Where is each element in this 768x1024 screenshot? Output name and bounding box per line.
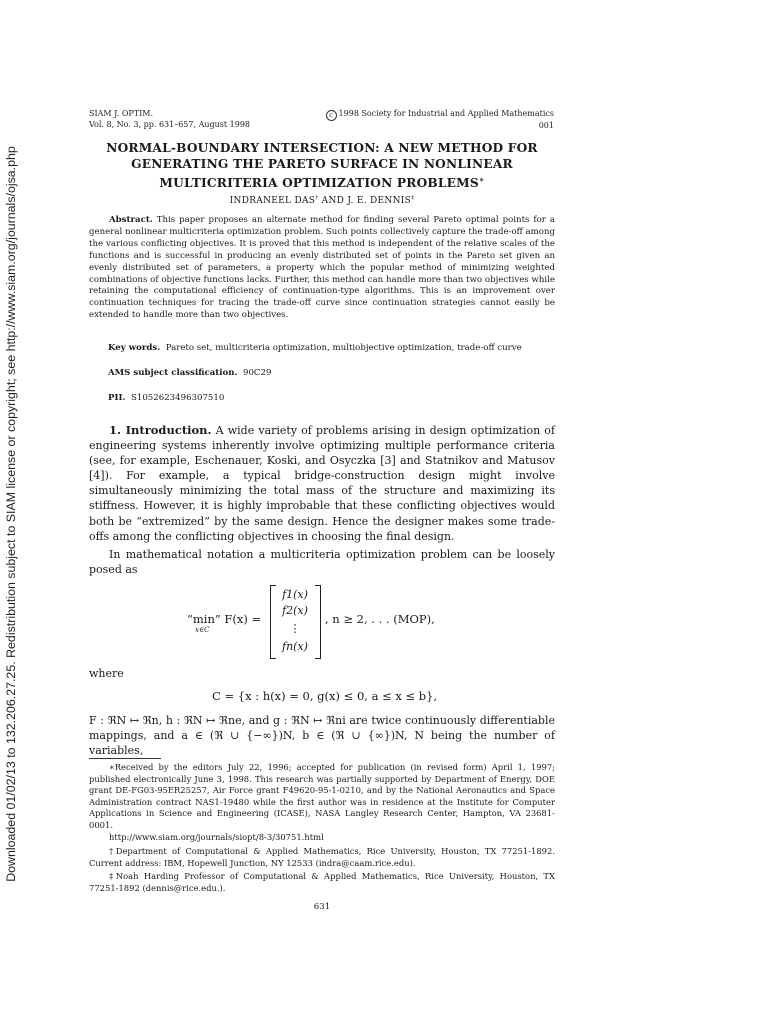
copyright-icon: c xyxy=(326,110,337,121)
constraint-equation: C = {x : h(x) = 0, g(x) ≤ 0, a ≤ x ≤ b}, xyxy=(212,689,438,703)
journal-header-left xyxy=(89,109,250,130)
article-number: 001 xyxy=(538,121,554,130)
journal-header-right xyxy=(326,109,554,132)
author-name: J. E. DENNIS xyxy=(347,196,412,206)
footnote-received: ∗Received by the editors July 22, 1996; accepted for publication (in revised form) April 1, 1997; published electronically June 3, 1998. This research was partially supported by Department of Energy, DOE grant DE-FG03-95ER25257, Air Force grant F49620-95-1-0210, and by the National Aeronautics and Space Administration contract NAS1-19480 while the first author was in residence at the Institute for Computer Applications in Science and Engineering (ICASE), NASA Langley Research Center, Hampton, VA 23681-0001. xyxy=(89,762,555,830)
pii-code: S1052623496307510 xyxy=(130,393,225,403)
title-footnote-mark: ∗ xyxy=(478,175,485,184)
section-heading: 1. Introduction. xyxy=(109,423,212,437)
vector-entry: f1(x) xyxy=(282,588,308,601)
ams-code: 90C29 xyxy=(242,368,272,378)
copyright-text: 1998 Society for Industrial and Applied Mathematics xyxy=(338,109,554,118)
vector-entry: f2(x) xyxy=(282,604,308,617)
ams-classification: AMS subject classification. 90C29 xyxy=(108,368,272,378)
paper-title xyxy=(89,140,555,191)
authors-line: INDRANEEL DAS† AND J. E. DENNIS‡ xyxy=(229,195,415,206)
title-line: GENERATING THE PARETO SURFACE IN NONLINEAR xyxy=(131,157,513,171)
pii: PII. S1052623496307510 xyxy=(108,393,225,403)
title-line: MULTICRITERIA OPTIMIZATION PROBLEMS∗ xyxy=(159,175,485,191)
footnote-first-author: †Department of Computational & Applied Mathematics, Rice University, Houston, TX 77251-1892. Current address: IBM, Hopewell Junction, NY 12533 (indra@caam.rice.edu). xyxy=(89,846,555,868)
abstract xyxy=(89,215,555,322)
vector-ellipsis: ⋮ xyxy=(289,622,301,635)
mop-equation-lhs: “min” F(x) = x∈C xyxy=(187,612,262,634)
download-notice-sidebar xyxy=(3,146,19,882)
mop-equation-rhs: , n ≥ 2, . . . (MOP), xyxy=(325,612,435,626)
footnote-second-author: ‡Noah Harding Professor of Computational & Applied Mathematics, Rice University, Houston, TX 77251-1892 (dennis@rice.edu.). xyxy=(89,871,555,893)
footnote-rule xyxy=(89,758,161,759)
intro-paragraph-3: F : ℜN ↦ ℜn, h : ℜN ↦ ℜne, and g : ℜN ↦ ℜni are twice continuously differentiable mappings, and a ∈ (ℜ ∪ {−∞})N, b ∈ (ℜ ∪ {∞})N, N being the number of variables, xyxy=(89,714,555,758)
journal-volume: Vol. 8, No. 3, pp. 631–657, August 1998 xyxy=(89,119,250,129)
intro-paragraph-1: 1. Introduction. A wide variety of problems arising in design optimization of engineering systems inherently involve optimizing multiple performance criteria (see, for example, Eschenauer, Koski, and Osyczka [3] and Statnikov and Matusov [4]). For example, a typical bridge-construction design might involve simultaneously minimizing the total mass of the structure and maximizing its stiffness. However, it is highly improbable that these conflicting objectives would both be “extremized” by the same design. Hence the designer makes some trade-offs among the conflicting objectives in choosing the final design. xyxy=(89,423,555,543)
author-name: INDRANEEL DAS xyxy=(229,196,316,206)
title-line: NORMAL-BOUNDARY INTERSECTION: A NEW METHOD FOR xyxy=(106,141,538,155)
keywords: Key words. Pareto set, multicriteria optimization, multiobjective optimization, trade-off curve xyxy=(108,343,522,353)
keywords-text: Pareto set, multicriteria optimization, multiobjective optimization, trade-off curve xyxy=(165,343,522,353)
vector-entry: fn(x) xyxy=(282,640,308,653)
abstract-label: Abstract. xyxy=(109,215,153,225)
intro-paragraph-2: In mathematical notation a multicriteria optimization problem can be loosely posed as xyxy=(89,548,555,577)
where-text: where xyxy=(89,667,124,680)
abstract-text: This paper proposes an alternate method for finding several Pareto optimal points for a general nonlinear multicriteria optimization problem. Such points collectively capture the trade-off among the various conflicting objectives. It is proved that this method is independent of the relative scales of the functions and is successful in producing an evenly distributed set of points in the Pareto set given an evenly distributed set of parameters, a property which the popular method of minimizing weighted combinations of objective functions lacks. Further, this method can handle more than two objectives while retaining the computational efficiency of continuation-type algorithms. This is an improvement over continuation techniques for tracing the trade-off curve since continuation strategies cannot easily be extended to handle more than two objectives. xyxy=(89,215,555,321)
journal-name: SIAM J. OPTIM. xyxy=(89,109,153,118)
page-number: 631 xyxy=(313,902,331,912)
download-notice-text: Downloaded 01/02/13 to 132.206.27.25. Redistribution subject to SIAM license or copyright; see http://www.siam.org/journals/ojsa.php xyxy=(4,146,18,882)
min-subscript: x∈C xyxy=(195,626,210,634)
footnote-url: http://www.siam.org/journals/siopt/8-3/30751.html xyxy=(109,832,324,842)
